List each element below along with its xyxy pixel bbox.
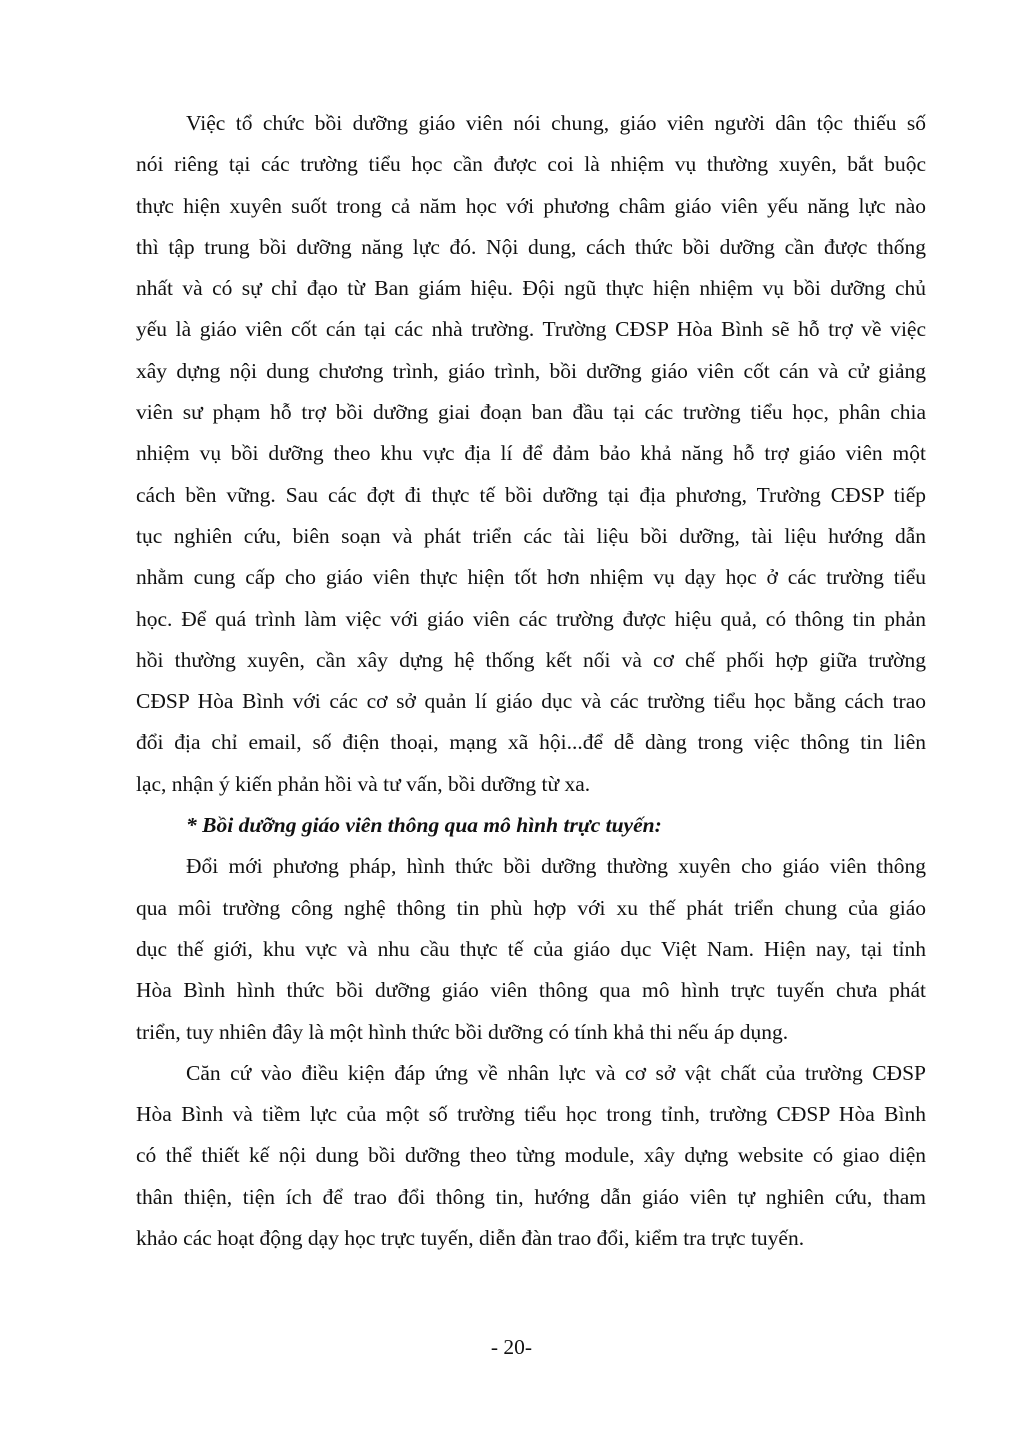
text-line: hồi thường xuyên, cần xây dựng hệ thống kết nối và cơ chế phối hợp giữa trường (136, 647, 926, 672)
text-line: Hòa Bình hình thức bồi dưỡng giáo viên thông qua mô hình trực tuyến chưa phát (136, 978, 926, 1003)
text-line: tục nghiên cứu, biên soạn và phát triển các tài liệu bồi dưỡng, tài liệu hướng dẫn (136, 523, 926, 548)
text-line: viên sư phạm hỗ trợ bồi dưỡng giai đoạn ban đầu tại các trường tiểu học, phân chia (136, 400, 926, 425)
text-line: cách bền vững. Sau các đợt đi thực tế bồi dưỡng tại địa phương, Trường CĐSP tiếp (136, 482, 926, 507)
text-line: CĐSP Hòa Bình với các cơ sở quản lí giáo dục và các trường tiểu học bằng cách trao (136, 689, 926, 714)
paragraph-implementation-basis (136, 1053, 926, 1259)
text-line: thực hiện xuyên suốt trong cả năm học với phương châm giáo viên yếu năng lực nào (136, 193, 926, 218)
text-line: học. Để quá trình làm việc với giáo viên các trường được hiệu quả, có thông tin phản (136, 606, 926, 631)
body-text (136, 103, 926, 1259)
text-line: Hòa Bình và tiềm lực của một số trường tiểu học trong tỉnh, trường CĐSP Hòa Bình (136, 1102, 926, 1127)
text-line: có thể thiết kế nội dung bồi dưỡng theo từng module, xây dựng website có giao diện (136, 1143, 926, 1168)
text-line: dục thế giới, khu vực và nhu cầu thực tế của giáo dục Việt Nam. Hiện nay, tại tỉnh (136, 936, 926, 961)
text-line: Việc tổ chức bồi dưỡng giáo viên nói chung, giáo viên người dân tộc thiếu số (186, 111, 926, 135)
page-number: - 20- (490, 1335, 533, 1359)
section-heading: * Bồi dưỡng giáo viên thông qua mô hình trực tuyến: (186, 813, 662, 838)
text-line: nhất và có sự chỉ đạo từ Ban giám hiệu. Đội ngũ thực hiện nhiệm vụ bồi dưỡng chủ (136, 276, 926, 301)
text-line: yếu là giáo viên cốt cán tại các nhà trường. Trường CĐSP Hòa Bình sẽ hỗ trợ về việc (136, 317, 926, 342)
text-line: Đổi mới phương pháp, hình thức bồi dưỡng thường xuyên cho giáo viên thông (186, 854, 926, 879)
text-line: thân thiện, tiện ích để trao đổi thông tin, hướng dẫn giáo viên tự nghiên cứu, tham (136, 1184, 926, 1209)
text-line: nhiệm vụ bồi dưỡng theo khu vực địa lí để đảm bảo khả năng hỗ trợ giáo viên một (136, 441, 926, 466)
text-line: khảo các hoạt động dạy học trực tuyến, diễn đàn trao đổi, kiểm tra trực tuyến. (136, 1226, 805, 1251)
text-line: qua môi trường công nghệ thông tin phù hợp với xu thế phát triển chung của giáo (136, 895, 926, 920)
text-line: xây dựng nội dung chương trình, giáo trình, bồi dưỡng giáo viên cốt cán và cử giảng (136, 358, 926, 383)
text-line: Căn cứ vào điều kiện đáp ứng về nhân lực và cơ sở vật chất của trường CĐSP (186, 1060, 926, 1085)
text-line: nói riêng tại các trường tiểu học cần được coi là nhiệm vụ thường xuyên, bắt buộc (136, 152, 926, 177)
text-line: thì tập trung bồi dưỡng năng lực đó. Nội dung, cách thức bồi dưỡng cần được thống (136, 234, 926, 259)
text-line: triển, tuy nhiên đây là một hình thức bồi dưỡng có tính khả thi nếu áp dụng. (136, 1019, 789, 1044)
text-line: nhằm cung cấp cho giáo viên thực hiện tốt hơn nhiệm vụ dạy học ở các trường tiểu (136, 565, 926, 590)
text-line: đổi địa chỉ email, số điện thoại, mạng xã hội...để dễ dàng trong việc thông tin liên (136, 730, 926, 755)
text-line: lạc, nhận ý kiến phản hồi và tư vấn, bồi dưỡng từ xa. (136, 771, 591, 796)
paragraph-teacher-training-organization (136, 103, 926, 805)
paragraph-online-model (136, 846, 926, 1052)
